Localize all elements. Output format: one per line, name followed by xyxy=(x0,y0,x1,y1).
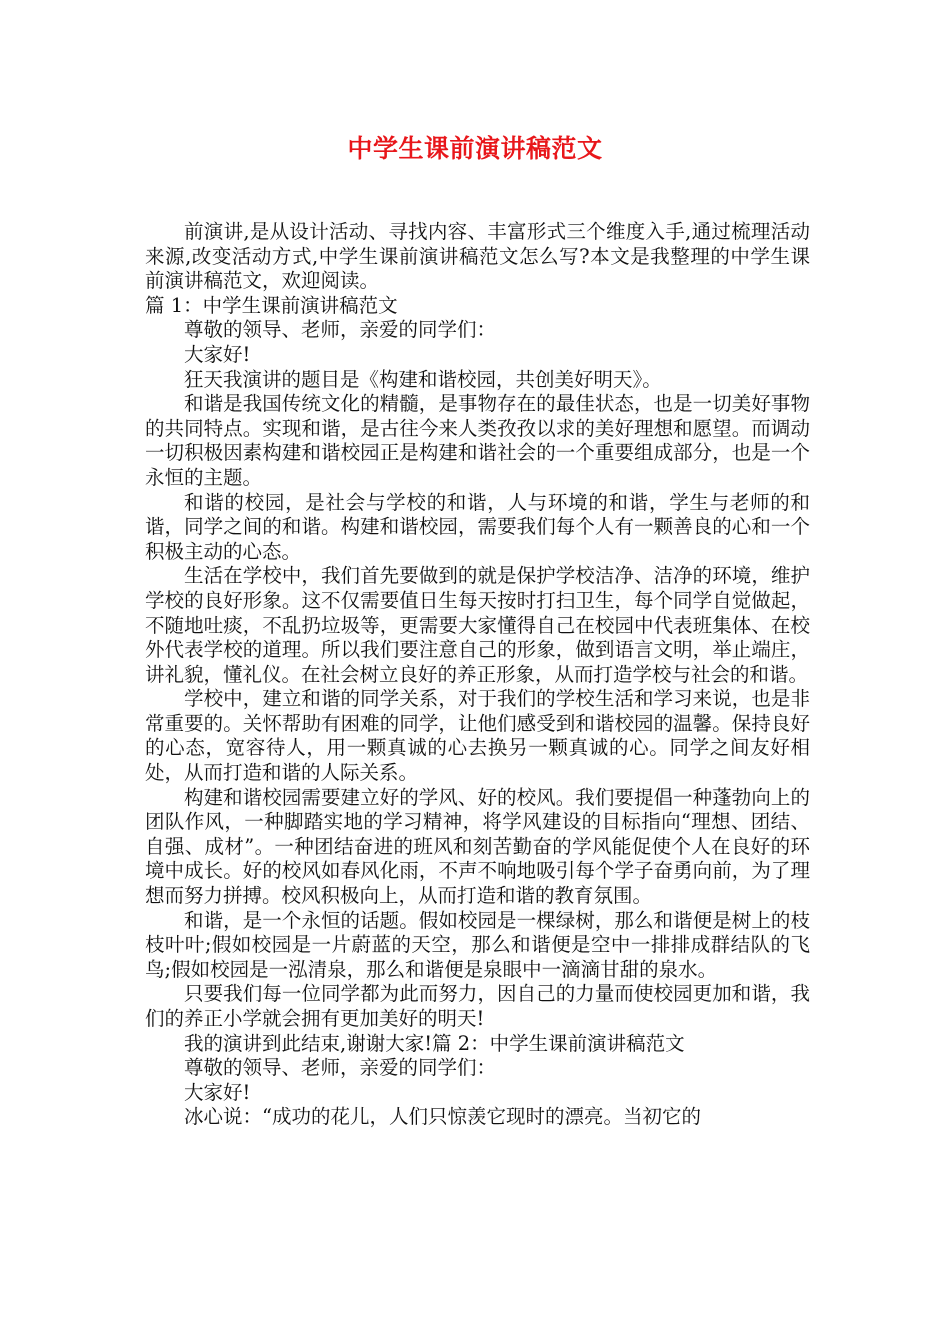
document-body xyxy=(145,220,810,1130)
paragraph: 构建和谐校园需要建立好的学风、好的校风。我们要提倡一种蓬勃向上的团队作风，一种脚踏实地的学习精神，将学风建设的目标指向“理想、团结、自强、成材”。一种团结奋进的班风和刻苦勤奋的学风能促使个人在良好的环境中成长。好的校风如春风化雨，不声不响地吸引每个学子奋勇向前，为了理想而努力拼搏。校风积极向上，从而打造和谐的教育氛围。 xyxy=(145,785,810,908)
paragraph: 大家好! xyxy=(184,342,251,366)
paragraph: 和谐，是一个永恒的话题。假如校园是一棵绿树，那么和谐便是树上的枝枝叶叶;假如校园是一片蔚蓝的天空，那么和谐便是空中一排排成群结队的飞鸟;假如校园是一泓清泉，那么和谐便是泉眼中一滴滴甘甜的泉水。 xyxy=(145,908,810,981)
paragraph: 和谐的校园，是社会与学校的和谐，人与环境的和谐，学生与老师的和谐，同学之间的和谐。构建和谐校园，需要我们每个人有一颗善良的心和一个积极主动的心态。 xyxy=(145,490,810,563)
paragraph: 前演讲,是从设计活动、寻找内容、丰富形式三个维度入手,通过梳理活动来源,改变活动方式,中学生课前演讲稿范文怎么写?本文是我整理的中学生课前演讲稿范文，欢迎阅读。 xyxy=(145,220,810,293)
paragraph: 我的演讲到此结束,谢谢大家!篇 2：中学生课前演讲稿范文 xyxy=(184,1031,685,1055)
paragraph: 尊敬的领导、老师，亲爱的同学们： xyxy=(184,1056,497,1080)
paragraph: 冰心说：“成功的花儿，人们只惊羡它现时的漂亮。当初它的 xyxy=(184,1105,701,1129)
paragraph: 学校中，建立和谐的同学关系，对于我们的学校生活和学习来说，也是非常重要的。关怀帮助有困难的同学，让他们感受到和谐校园的温馨。保持良好的心态，宽容待人，用一颗真诚的心去换另一颗真诚的心。同学之间友好相处，从而打造和谐的人际关系。 xyxy=(145,687,810,785)
paragraph: 篇 1：中学生课前演讲稿范文 xyxy=(145,293,398,317)
paragraph: 生活在学校中，我们首先要做到的就是保护学校洁净、洁净的环境，维护学校的良好形象。这不仅需要值日生每天按时打扫卫生，每个同学自觉做起，不随地吐痰，不乱扔垃圾等，更需要大家懂得自己在校园中代表班集体、在校外代表学校的道理。所以我们要注意自己的形象，做到语言文明，举止端庄，讲礼貌，懂礼仪。在社会树立良好的养正形象，从而打造学校与社会的和谐。 xyxy=(145,564,810,686)
document-title: 中学生课前演讲稿范文 xyxy=(347,134,603,163)
paragraph: 尊敬的领导、老师，亲爱的同学们： xyxy=(184,318,497,342)
paragraph: 狂天我演讲的题目是《构建和谐校园，共创美好明天》。 xyxy=(184,367,662,391)
paragraph: 和谐是我国传统文化的精髓，是事物存在的最佳状态，也是一切美好事物的共同特点。实现和谐，是古往今来人类孜孜以求的美好理想和愿望。而调动一切积极因素构建和谐校园正是构建和谐社会的一个重要组成部分，也是一个永恒的主题。 xyxy=(145,392,810,489)
paragraph: 大家好! xyxy=(184,1080,251,1104)
paragraph: 只要我们每一位同学都为此而努力，因自己的力量而使校园更加和谐，我们的养正小学就会拥有更加美好的明天! xyxy=(145,982,810,1030)
